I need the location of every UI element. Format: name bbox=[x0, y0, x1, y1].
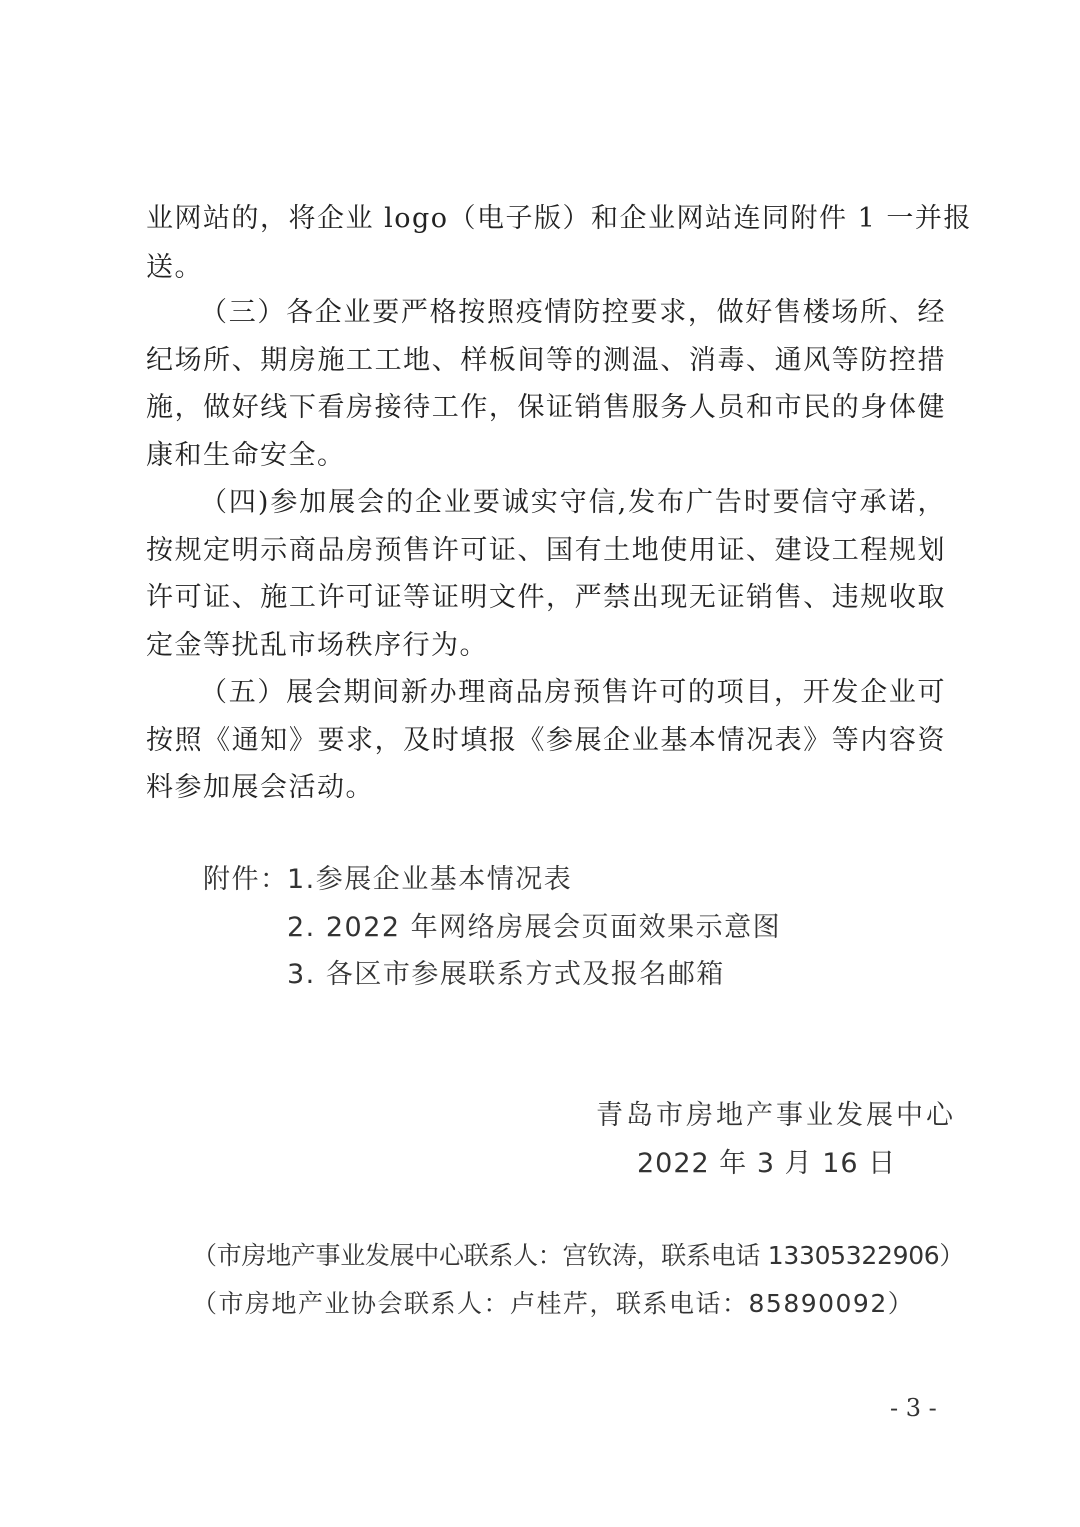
paragraph-line: 许可证、施工许可证等证明文件，严禁出现无证销售、违规收取 bbox=[146, 582, 946, 613]
attachments-label: 附件： bbox=[203, 864, 289, 895]
paragraph-line: 定金等扰乱市场秩序行为。 bbox=[146, 630, 488, 661]
contact-line: （市房地产业协会联系人：卢桂芹，联系电话：85890092） bbox=[192, 1289, 915, 1318]
page-number: - 3 - bbox=[890, 1394, 937, 1422]
paragraph-line: 康和生命安全。 bbox=[146, 440, 346, 471]
paragraph-line: 送。 bbox=[146, 252, 203, 283]
paragraph-line: （三）各企业要严格按照疫情防控要求，做好售楼场所、经 bbox=[200, 297, 946, 328]
paragraph-line: （五）展会期间新办理商品房预售许可的项目，开发企业可 bbox=[200, 677, 946, 708]
paragraph-line: 施，做好线下看房接待工作，保证销售服务人员和市民的身体健 bbox=[146, 392, 946, 423]
issuing-organization: 青岛市房地产事业发展中心 bbox=[596, 1100, 956, 1131]
paragraph-line: 业网站的，将企业 logo（电子版）和企业网站连同附件 1 一并报 bbox=[146, 203, 972, 234]
paragraph-line: 纪场所、期房施工工地、样板间等的测温、消毒、通风等防控措 bbox=[146, 345, 946, 376]
attachment-item: 2. 2022 年网络房展会页面效果示意图 bbox=[287, 912, 782, 943]
contact-line: （市房地产事业发展中心联系人：宫钦涛，联系电话 13305322906） bbox=[192, 1241, 965, 1270]
paragraph-line: （四)参加展会的企业要诚实守信,发布广告时要信守承诺， bbox=[200, 487, 946, 518]
paragraph-line: 料参加展会活动。 bbox=[146, 772, 374, 803]
paragraph-line: 按照《通知》要求，及时填报《参展企业基本情况表》等内容资 bbox=[146, 725, 946, 756]
attachment-item: 1.参展企业基本情况表 bbox=[287, 864, 573, 895]
paragraph-line: 按规定明示商品房预售许可证、国有土地使用证、建设工程规划 bbox=[146, 535, 946, 566]
issue-date: 2022 年 3 月 16 日 bbox=[637, 1148, 897, 1179]
attachment-item: 3. 各区市参展联系方式及报名邮箱 bbox=[287, 959, 725, 990]
